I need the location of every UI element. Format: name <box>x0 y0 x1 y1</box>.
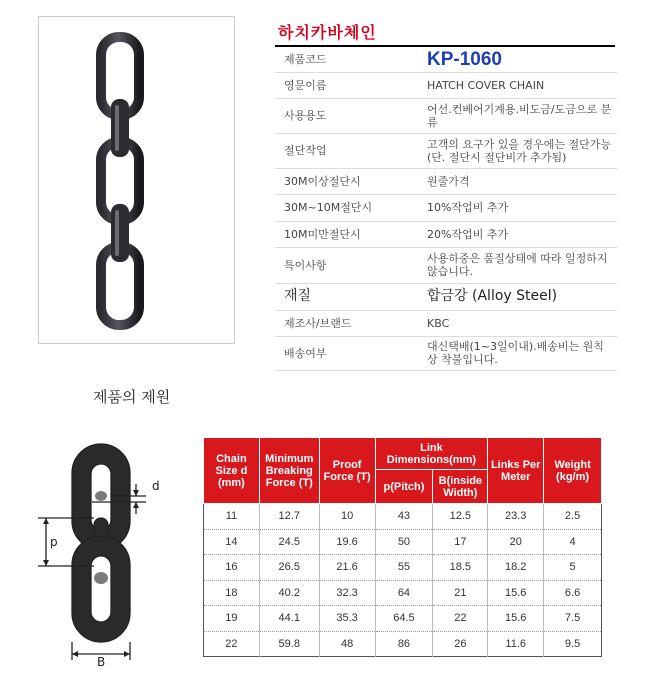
table-cell: 14 <box>204 529 260 555</box>
table-cell: 12.7 <box>259 504 319 530</box>
info-value: 사용하중은 품질상태에 따라 일정하지 않습니다. <box>418 247 617 283</box>
col-header-pitch: p(Pitch) <box>375 470 433 504</box>
table-cell: 18.5 <box>433 555 488 581</box>
info-label: 제품코드 <box>275 47 418 72</box>
table-cell: 64 <box>375 580 433 606</box>
col-header-weight: Weight (kg/m) <box>544 438 602 504</box>
info-row <box>275 168 617 194</box>
table-row <box>204 529 602 555</box>
info-label: 사용용도 <box>275 98 418 133</box>
info-row <box>275 133 617 168</box>
col-header-width: B(inside Width) <box>433 470 488 504</box>
table-cell: 50 <box>375 529 433 555</box>
info-row <box>275 194 617 221</box>
table-cell: 86 <box>375 631 433 657</box>
info-row <box>275 72 617 98</box>
dim-label-b: B <box>97 655 106 667</box>
info-row-code <box>275 47 617 72</box>
col-header-proof: Proof Force (T) <box>319 438 375 504</box>
info-row <box>275 336 617 370</box>
table-cell: 64.5 <box>375 606 433 632</box>
info-label: 10M미만절단시 <box>275 221 418 247</box>
info-value: 대신택배(1~3일이내).배송비는 원칙상 착불입니다. <box>418 336 617 370</box>
table-cell: 5 <box>544 555 602 581</box>
info-value: HATCH COVER CHAIN <box>418 72 617 98</box>
spec-header-row <box>204 438 602 470</box>
table-row <box>204 606 602 632</box>
table-cell: 15.6 <box>488 606 544 632</box>
table-cell: 21 <box>433 580 488 606</box>
info-value: KBC <box>418 310 617 336</box>
info-row <box>275 310 617 336</box>
table-cell: 43 <box>375 504 433 530</box>
info-value: 합금강 (Alloy Steel) <box>418 283 617 310</box>
table-cell: 9.5 <box>544 631 602 657</box>
table-cell: 10 <box>319 504 375 530</box>
col-header-size: Chain Size d (mm) <box>204 438 260 504</box>
info-value: 어선.컨베어기계용.비도금/도금으로 분류 <box>418 98 617 133</box>
table-cell: 19 <box>204 606 260 632</box>
spec-table <box>203 437 602 657</box>
col-header-lpm: Links Per Meter <box>488 438 544 504</box>
table-cell: 59.8 <box>259 631 319 657</box>
info-value: 20%작업비 추가 <box>418 221 617 247</box>
table-cell: 32.3 <box>319 580 375 606</box>
table-cell: 22 <box>433 606 488 632</box>
table-cell: 21.6 <box>319 555 375 581</box>
info-row <box>275 221 617 247</box>
info-label: 절단작업 <box>275 133 418 168</box>
info-row <box>275 98 617 133</box>
table-cell: 6.6 <box>544 580 602 606</box>
table-cell: 19.6 <box>319 529 375 555</box>
table-cell: 4 <box>544 529 602 555</box>
col-header-mbf: Minimum Breaking Force (T) <box>259 438 319 504</box>
table-row <box>204 631 602 657</box>
product-code: KP-1060 <box>418 47 617 72</box>
dim-label-p: p <box>50 535 58 549</box>
table-cell: 17 <box>433 529 488 555</box>
table-cell: 11 <box>204 504 260 530</box>
table-cell: 18 <box>204 580 260 606</box>
table-cell: 12.5 <box>433 504 488 530</box>
info-label: 제조사/브랜드 <box>275 310 418 336</box>
spec-heading: 제품의 제원 <box>93 388 171 406</box>
info-row-material <box>275 283 617 310</box>
info-label: 배송여부 <box>275 336 418 370</box>
product-title: 하치카바체인 <box>278 23 377 42</box>
info-label: 30M~10M절단시 <box>275 194 418 221</box>
info-row <box>275 247 617 283</box>
table-cell: 55 <box>375 555 433 581</box>
info-label: 영문이름 <box>275 72 418 98</box>
table-cell: 16 <box>204 555 260 581</box>
info-value: 원줄가격 <box>418 168 617 194</box>
table-cell: 48 <box>319 631 375 657</box>
table-cell: 22 <box>204 631 260 657</box>
table-cell: 11.6 <box>488 631 544 657</box>
table-cell: 7.5 <box>544 606 602 632</box>
table-cell: 23.3 <box>488 504 544 530</box>
table-row <box>204 504 602 530</box>
table-cell: 20 <box>488 529 544 555</box>
dim-label-d: d <box>152 479 160 493</box>
table-cell: 15.6 <box>488 580 544 606</box>
table-cell: 40.2 <box>259 580 319 606</box>
chain-photo-image <box>39 17 234 343</box>
table-row <box>204 580 602 606</box>
table-cell: 35.3 <box>319 606 375 632</box>
info-label: 특이사항 <box>275 247 418 283</box>
table-cell: 18.2 <box>488 555 544 581</box>
product-photo <box>38 16 235 344</box>
table-cell: 26 <box>433 631 488 657</box>
table-cell: 24.5 <box>259 529 319 555</box>
table-row <box>204 555 602 581</box>
info-label: 재질 <box>275 283 418 310</box>
table-cell: 2.5 <box>544 504 602 530</box>
product-info-table <box>275 47 617 371</box>
table-cell: 44.1 <box>259 606 319 632</box>
col-header-link: Link Dimensions(mm) <box>375 438 488 470</box>
info-value: 고객의 요구가 있을 경우에는 절단가능(단. 절단시 절단비가 추가됨) <box>418 133 617 168</box>
info-value: 10%작업비 추가 <box>418 194 617 221</box>
chain-dimension-diagram <box>28 432 188 667</box>
info-label: 30M이상절단시 <box>275 168 418 194</box>
table-cell: 26.5 <box>259 555 319 581</box>
